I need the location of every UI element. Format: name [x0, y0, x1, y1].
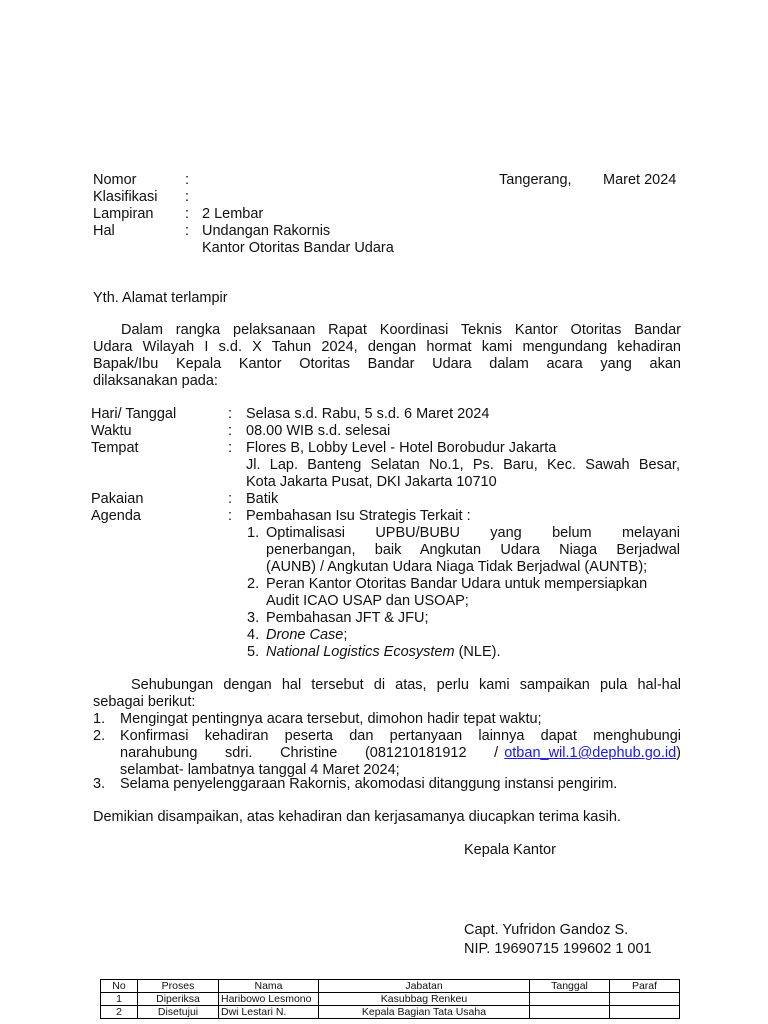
- field-label-nomor: Nomor: [93, 172, 137, 188]
- field-sep-hal: :: [185, 223, 190, 239]
- table-cell: Kasubbag Renkeu: [319, 993, 530, 1006]
- recipient: Yth. Alamat terlampir: [93, 290, 228, 306]
- detail-sep: :: [228, 508, 233, 524]
- detail-value-waktu: 08.00 WIB s.d. selesai: [246, 423, 391, 439]
- letter-date: Maret 2024: [603, 172, 677, 188]
- table-header-row: [101, 980, 680, 993]
- followup-point-2: selambat- lambatnya tanggal 4 Maret 2024;: [120, 762, 400, 778]
- field-value-lampiran: 2 Lembar: [202, 206, 264, 222]
- followup-line: Sehubungan dengan hal tersebut di atas, perlu kami sampaikan pula hal-hal: [131, 677, 681, 693]
- detail-label-tempat: Tempat: [91, 440, 139, 456]
- detail-value-agenda: Pembahasan Isu Strategis Terkait :: [246, 508, 471, 524]
- field-sep-nomor: :: [185, 172, 190, 188]
- detail-value-tempat: Kota Jakarta Pusat, DKI Jakarta 10710: [246, 474, 497, 490]
- paraf-table: [100, 979, 680, 1019]
- field-label-hal: Hal: [93, 223, 115, 239]
- agenda-item-4: [266, 627, 347, 644]
- table-header: Tanggal: [530, 980, 610, 993]
- agenda-item-5: [266, 644, 501, 661]
- intro-line: Bapak/Ibu Kepala Kantor Otoritas Bandar Udara dalam acara yang akan: [93, 356, 681, 372]
- agenda-item-1: penerbangan, baik Angkutan Udara Niaga Berjadwal: [266, 542, 680, 558]
- field-sep-lampiran: :: [185, 206, 190, 222]
- agenda-item-1: (AUNB) / Angkutan Udara Niaga Tidak Berjadwal (AUNTB);: [266, 559, 648, 575]
- field-value-hal: Undangan Rakornis: [202, 223, 331, 239]
- agenda-num: 1.: [247, 525, 260, 541]
- detail-sep: :: [228, 423, 233, 439]
- followup-point-1: Mengingat pentingnya acara tersebut, dimohon hadir tepat waktu;: [120, 711, 542, 727]
- intro-line: Udara Wilayah I s.d. X Tahun 2024, dengan hormat kami mengundang kehadiran: [93, 339, 681, 355]
- detail-sep: :: [228, 440, 233, 456]
- letter-place: Tangerang,: [499, 172, 572, 188]
- table-header: Jabatan: [319, 980, 530, 993]
- agenda-item-1: Optimalisasi UPBU/BUBU yang belum melayani: [266, 525, 680, 541]
- contact-text: narahubung sdri. Christine (081210181912 /: [120, 745, 499, 761]
- field-label-klasifikasi: Klasifikasi: [93, 189, 158, 205]
- agenda-num: 4.: [247, 627, 260, 643]
- table-cell: [610, 993, 680, 1006]
- detail-value-tempat: Flores B, Lobby Level - Hotel Borobudur Jakarta: [246, 440, 557, 456]
- intro-line: Dalam rangka pelaksanaan Rapat Koordinasi Teknis Kantor Otoritas Bandar: [121, 322, 681, 338]
- signature-nip: NIP. 19690715 199602 1 001: [464, 941, 652, 957]
- agenda-item-4-suffix: ;: [343, 627, 348, 643]
- agenda-num: 2.: [247, 576, 260, 592]
- field-sep-klasifikasi: :: [185, 189, 190, 205]
- agenda-item-3: Pembahasan JFT & JFU;: [266, 610, 429, 626]
- table-cell: Diperiksa: [138, 993, 219, 1006]
- field-value-hal-line2: Kantor Otoritas Bandar Udara: [202, 240, 394, 256]
- detail-label-pakaian: Pakaian: [91, 491, 144, 507]
- contact-close-paren: ): [676, 745, 681, 761]
- detail-label-hari: Hari/ Tanggal: [91, 406, 177, 422]
- followup-line: sebagai berikut:: [93, 694, 196, 710]
- followup-num: 3.: [93, 776, 106, 792]
- table-header: No: [101, 980, 138, 993]
- table-cell: 1: [101, 993, 138, 1006]
- followup-num: 2.: [93, 728, 106, 744]
- followup-point-3: Selama penyelenggaraan Rakornis, akomodasi ditanggung instansi pengirim.: [120, 776, 618, 792]
- followup-point-2-contact: [120, 745, 681, 762]
- signature-name: Capt. Yufridon Gandoz S.: [464, 922, 629, 938]
- detail-value-tempat: Jl. Lap. Banteng Selatan No.1, Ps. Baru, Kec. Sawah Besar,: [246, 457, 680, 473]
- table-cell: Kepala Bagian Tata Usaha: [319, 1006, 530, 1019]
- table-cell: Dwi Lestari N.: [219, 1006, 319, 1019]
- table-cell: Haribowo Lesmono: [219, 993, 319, 1006]
- agenda-num: 5.: [247, 644, 260, 660]
- table-cell: 2: [101, 1006, 138, 1019]
- intro-line: dilaksanakan pada:: [93, 373, 218, 389]
- detail-value-hari: Selasa s.d. Rabu, 5 s.d. 6 Maret 2024: [246, 406, 490, 422]
- followup-num: 1.: [93, 711, 106, 727]
- detail-value-pakaian: Batik: [246, 491, 279, 507]
- followup-point-2: Konfirmasi kehadiran peserta dan pertanyaan lainnya dapat menghubungi: [120, 728, 681, 744]
- agenda-item-5-italic: National Logistics Ecosystem: [266, 644, 455, 660]
- agenda-item-2: Peran Kantor Otoritas Bandar Udara untuk mempersiapkan: [266, 576, 648, 592]
- table-cell: Disetujui: [138, 1006, 219, 1019]
- table-cell: [610, 1006, 680, 1019]
- table-row: [101, 993, 680, 1006]
- agenda-item-2: Audit ICAO USAP dan USOAP;: [266, 593, 469, 609]
- contact-email-link[interactable]: otban_wil.1@dephub.go.id: [504, 745, 677, 761]
- detail-sep: :: [228, 406, 233, 422]
- table-cell: [530, 1006, 610, 1019]
- table-row: [101, 1006, 680, 1019]
- agenda-item-4-italic: Drone Case: [266, 627, 344, 643]
- agenda-item-5-suffix: (NLE).: [454, 644, 501, 660]
- agenda-num: 3.: [247, 610, 260, 626]
- table-header: Nama: [219, 980, 319, 993]
- detail-sep: :: [228, 491, 233, 507]
- table-cell: [530, 993, 610, 1006]
- detail-label-agenda: Agenda: [91, 508, 141, 524]
- table-header: Proses: [138, 980, 219, 993]
- table-header: Paraf: [610, 980, 680, 993]
- detail-label-waktu: Waktu: [91, 423, 132, 439]
- closing-sentence: Demikian disampaikan, atas kehadiran dan kerjasamanya diucapkan terima kasih.: [93, 809, 621, 825]
- field-label-lampiran: Lampiran: [93, 206, 154, 222]
- signature-title: Kepala Kantor: [464, 842, 556, 858]
